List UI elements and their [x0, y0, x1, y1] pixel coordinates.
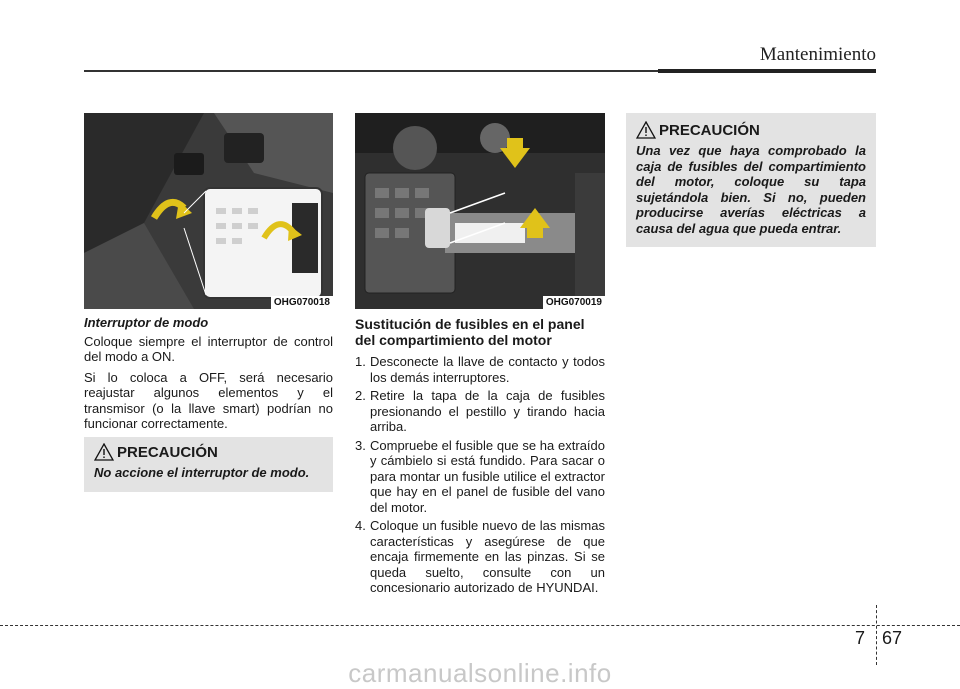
warning-triangle-icon [636, 121, 656, 139]
section-title: Sustitución de fusibles en el panel del compartimiento del motor [355, 316, 585, 348]
footer-divider [876, 605, 877, 665]
steps-list [355, 354, 605, 596]
left-column [84, 315, 333, 437]
photo-mode-switch [84, 113, 333, 309]
footer-rule [0, 625, 960, 626]
list-item: 4. Coloque un fusible nuevo de las mismas características y asegúrese de que encaja firmemente en las pinzas. Si se queda suelto, consulte con un concesionario autorizado de HYUNDAI. [355, 518, 605, 595]
middle-column [355, 316, 605, 599]
caution-box-left [84, 437, 333, 492]
caution-body: Una vez que haya comprobado la caja de fusibles del compartimiento del motor, coloque su tapa sujetándola bien. Si no, pueden producirse averías eléctricas a causa del agua que pueda entrar. [636, 143, 866, 236]
subheading-mode-switch: Interruptor de modo [84, 315, 209, 330]
photo-caption: OHG070018 [271, 296, 333, 309]
photo-caption: OHG070019 [543, 296, 605, 309]
paragraph: Coloque siempre el interruptor de control del modo a ON. [84, 333, 333, 364]
header-title: Mantenimiento [759, 44, 876, 65]
list-item: 1. Desconecte la llave de contacto y todos los demás interruptores. [355, 354, 605, 385]
caution-title: PRECAUCIÓN [659, 122, 760, 139]
watermark: carmanualsonline.info [348, 658, 612, 688]
list-item: 3. Compruebe el fusible que se ha extraído y cámbielo si está fundido. Para sacar o para montar un fusible utilice el extractor que hay en el panel de fusible del vano del motor. [355, 437, 605, 515]
warning-triangle-icon [94, 443, 114, 461]
page-number: 67 [882, 628, 903, 648]
header-rule-accent [658, 69, 876, 73]
caution-body: No accione el interruptor de modo. [94, 465, 310, 480]
caution-box-right [626, 113, 876, 247]
caution-title: PRECAUCIÓN [117, 444, 218, 461]
list-item: 2. Retire la tapa de la caja de fusibles presionando el pestillo y tirando hacia arriba. [355, 388, 605, 434]
photo-engine-fuse-box [355, 113, 605, 309]
section-number: 7 [855, 628, 866, 648]
paragraph: Si lo coloca a OFF, será necesario reajustar algunos elementos y el transmisor (o la llave smart) podrían no funcionar correctamente. [84, 369, 333, 431]
